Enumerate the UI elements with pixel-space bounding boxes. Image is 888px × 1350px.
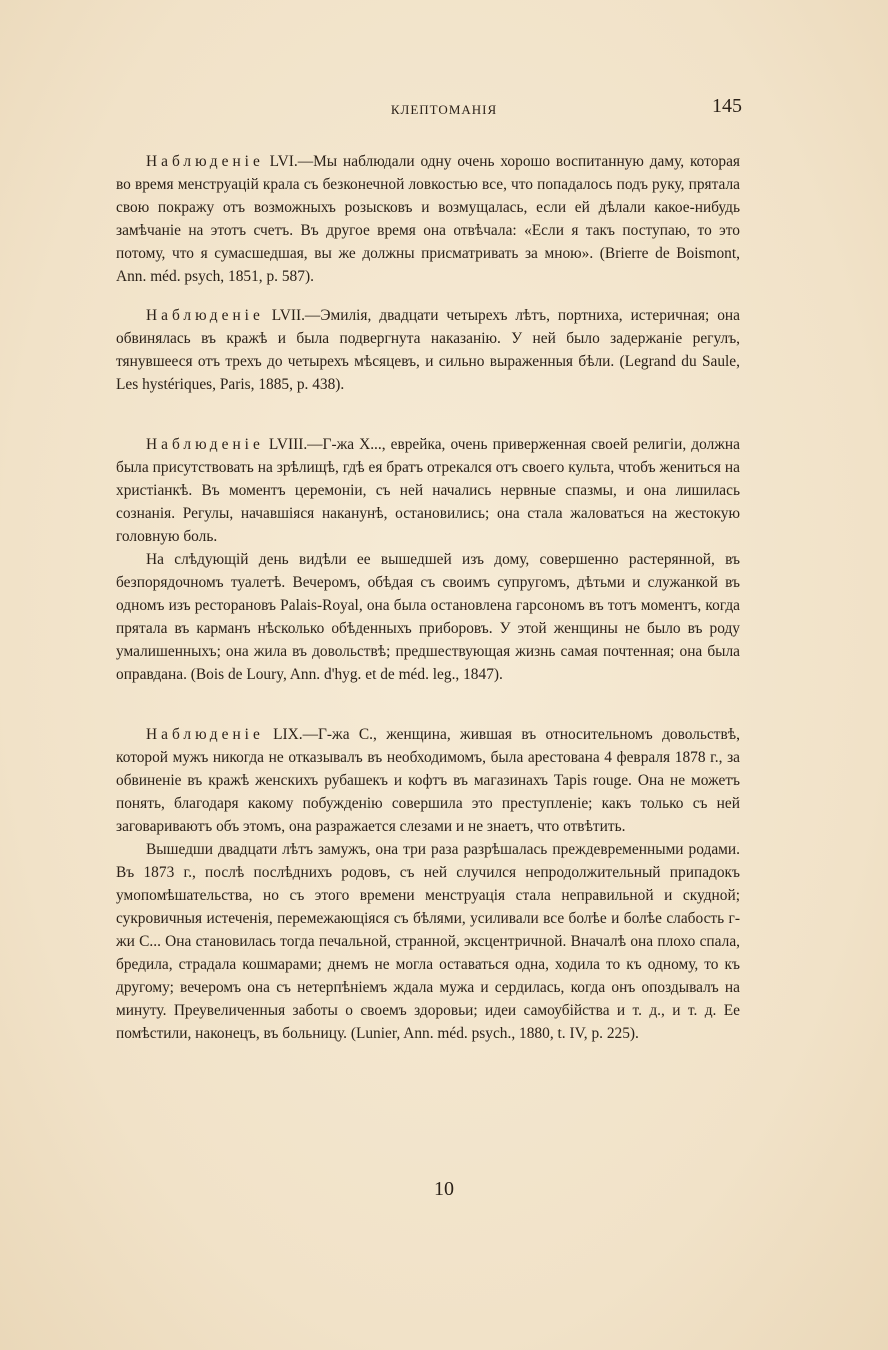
observation-lix-continuation: Вышедши двадцати лѣтъ замужъ, она три раза разрѣшалась преждевременными родами. Въ 1873 г., послѣ послѣднихъ родовъ, съ ней случился непродолжительный припадокъ умопомѣшательства, но съ этого времени менструація стала неправильной и скудной; сукровичныя истеченія, перемежающіяся съ бѣлями, усиливали все болѣе и болѣе слабость г-жи С... Она становилась тогда печальной, странной, эксцентричной. Вначалѣ она плохо спала, бредила, страдала кошмарами; днемъ не могла оставаться одна, ходила то къ одному, то къ другому; вечеромъ она съ нетерпѣніемъ ждала мужа и сердилась, когда онъ опоздывалъ на минуту. Преувеличенныя заботы о своемъ здоровьи; идеи самоубійства и т. д., и т. д. Ее помѣстили, наконецъ, въ больницу. (Lunier, Ann. méd. psych., 1880, t. IV, p. 225). (116, 841, 740, 1042)
observation-text: LIX.—Г-жа С., женщина, жившая въ относительномъ довольствѣ, которой мужъ никогда не отказывалъ въ необходимомъ, была арестована 4 февраля 1878 г., за обвиненіе въ кражѣ женскихъ рубашекъ и кофтъ въ магазинахъ Tapis rouge. Она не можетъ понять, благодаря какому побужденію совершила это преступленіе; какъ только съ ней заговариваютъ объ этомъ, она разражается слезами и не знаетъ, что отвѣтить. (116, 726, 740, 835)
observation-label: Наблюденіе (146, 307, 264, 324)
page-body (116, 150, 740, 1045)
page-number: 145 (712, 95, 742, 117)
observation-label: Наблюденіе (146, 436, 264, 453)
observation-lviii-continuation: На слѣдующій день видѣли ее вышедшей изъ дому, совершенно растерянной, въ безпорядочномъ туалетѣ. Вечеромъ, обѣдая съ своимъ супругомъ, дѣтьми и служанкой въ одномъ изъ ресторановъ Palais-Royal, она была остановлена гарсономъ въ тотъ моментъ, когда прятала въ карманъ нѣсколько обѣденныхъ приборовъ. У этой женщины не было въ роду умалишенныхъ; она жила въ довольствѣ; предшествующая жизнь самая почтенная; она была оправдана. (Bois de Loury, Ann. d'hyg. et de méd. leg., 1847). (116, 551, 740, 683)
observation-lviii (116, 433, 740, 548)
observation-lvi (116, 150, 740, 288)
observation-lvii (116, 304, 740, 396)
observation-text: LVIII.—Г-жа X..., еврейка, очень приверженная своей религіи, должна была присутствовать на зрѣлищѣ, гдѣ ея братъ отрекался отъ своего культа, чтобъ жениться на христіанкѣ. Въ моментъ церемоніи, съ ней начались нервные спазмы, и она лишилась сознанія. Регулы, начавшіяся наканунѣ, остановились; она стала жаловаться на жестокую головную боль. (116, 436, 740, 545)
running-title: КЛЕПТОМАНІЯ (390, 102, 498, 117)
observation-text: LVII.—Эмилія, двадцати четырехъ лѣтъ, портниха, истеричная; она обвинялась въ кражѣ и была подвергнута наказанію. У ней было задержаніе регулъ, тянувшееся отъ трехъ до четырехъ мѣсяцевъ, и сильно выраженныя бѣли. (Legrand du Saule, Les hystériques, Paris, 1885, p. 438). (116, 307, 740, 393)
observation-label: Наблюденіе (146, 153, 264, 170)
observation-text: LVI.—Мы наблюдали одну очень хорошо воспитанную даму, которая во время менструацій крала съ безконечной ловкостью все, что попадалось подъ руку, прятала свою покражу отъ возможныхъ розысковъ и возмущалась, если ей дѣлали какое-нибудь замѣчаніе на этотъ счетъ. Въ другое время она отвѣчала: «Если я такъ поступаю, то это потому, что я сумасшедшая, вы же должны присматривать за мною». (Brierre de Boismont, Ann. méd. psych, 1851, p. 587). (116, 153, 740, 285)
observation-label: Наблюденіе (146, 726, 264, 743)
signature-number: 10 (434, 1178, 454, 1200)
observation-lix (116, 723, 740, 838)
